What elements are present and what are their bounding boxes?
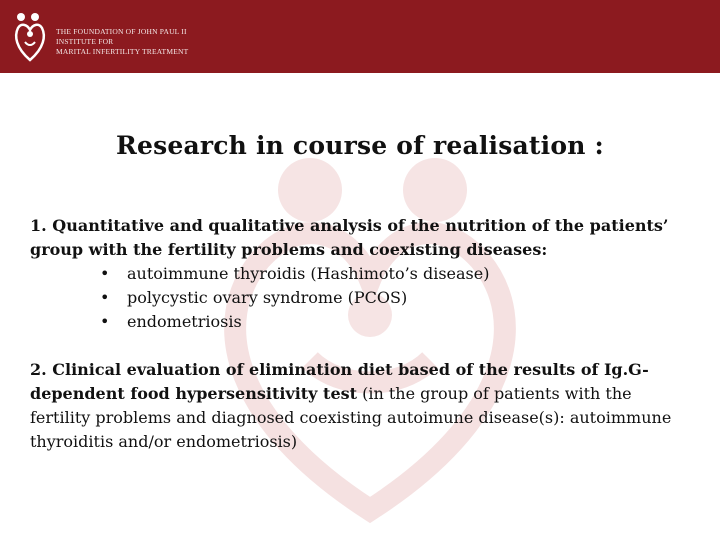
section-2-paragraph	[30, 358, 695, 454]
list-item-text: autoimmune thyroidis (Hashimoto’s disease)	[127, 264, 490, 283]
logo-line: MARITAL INFERTILITY TREATMENT	[56, 47, 189, 56]
section-2-text: (in the group of patients with the fertility problems and diagnosed coexisting autoimune disease(s): autoimmune thyroiditis and/or endometriosis)	[30, 384, 672, 451]
page-title: Research in course of realisation :	[116, 131, 604, 160]
foundation-name	[56, 27, 188, 57]
list-item	[30, 262, 695, 286]
list-item	[30, 310, 695, 334]
section-2-heading: 2. Clinical evaluation of elimination diet based of the results of Ig.G- dependent food hypersensitivity test	[30, 360, 649, 403]
content-body	[30, 214, 695, 454]
logo-line: INSTITUTE FOR	[56, 37, 114, 46]
list-item-text: polycystic ovary syndrome (PCOS)	[127, 288, 408, 307]
bullet: •	[100, 312, 110, 331]
bullet: •	[100, 288, 110, 307]
list-item	[30, 286, 695, 310]
disease-list	[30, 262, 695, 334]
spacer	[30, 334, 695, 358]
section-1-heading: 1. Quantitative and qualitative analysis of the nutrition of the patients’ group with the fertility problems and coexisting diseases:	[30, 216, 669, 259]
bullet: •	[100, 264, 110, 283]
heart-family-logo-icon	[12, 10, 48, 64]
logo-line: THE FOUNDATION OF JOHN PAUL II	[56, 27, 187, 36]
list-item-text: endometriosis	[127, 312, 242, 331]
header-bar	[0, 0, 720, 73]
